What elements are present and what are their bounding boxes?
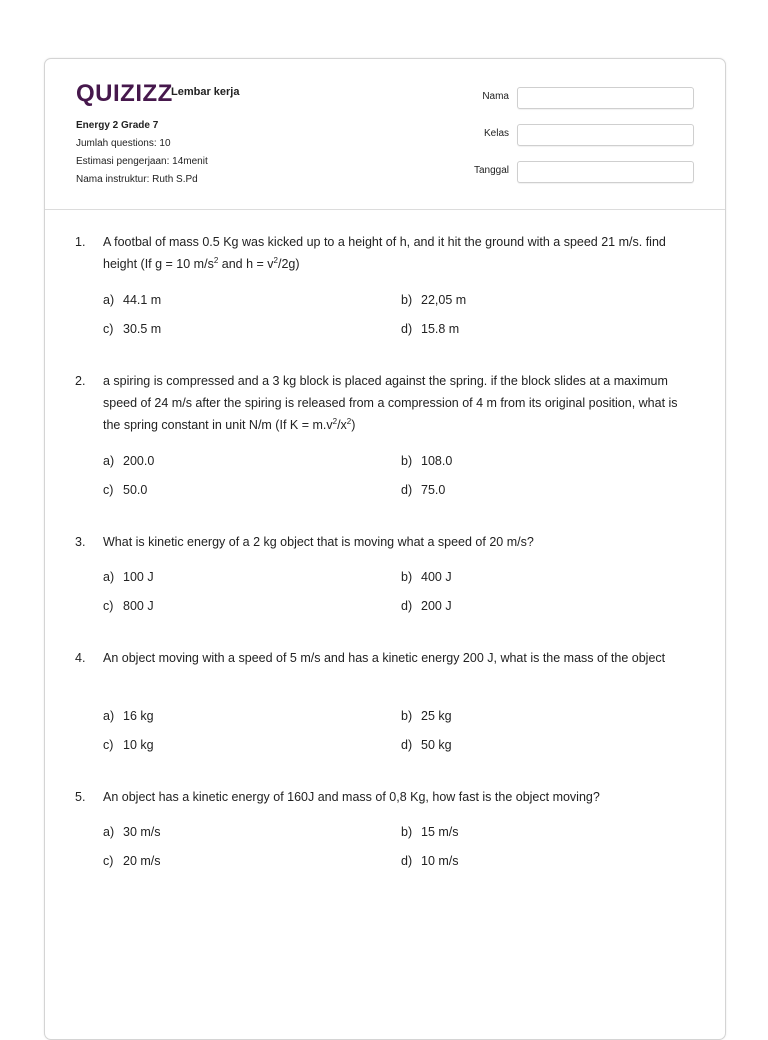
q4-option-a[interactable]: a) 16 kg bbox=[103, 709, 154, 723]
q1-option-d[interactable]: d) 15.8 m bbox=[401, 322, 460, 336]
worksheet-label: Lembar kerja bbox=[171, 86, 240, 98]
q2-option-a[interactable]: a) 200.0 bbox=[103, 454, 155, 468]
q5-option-a[interactable]: a) 30 m/s bbox=[103, 825, 161, 839]
q1-option-c[interactable]: c) 30.5 m bbox=[103, 322, 162, 336]
instructor-name: Nama instruktur: Ruth S.Pd bbox=[76, 174, 198, 185]
question-number: 2. bbox=[75, 374, 86, 388]
q4-option-b[interactable]: b) 25 kg bbox=[401, 709, 452, 723]
nama-label: Nama bbox=[482, 91, 509, 102]
q4-option-d[interactable]: d) 50 kg bbox=[401, 738, 452, 752]
q2-option-b[interactable]: b) 108.0 bbox=[401, 454, 453, 468]
time-estimate: Estimasi pengerjaan: 14menit bbox=[76, 156, 208, 167]
question-text: An object has a kinetic energy of 160J and mass of 0,8 Kg, how fast is the object moving? bbox=[103, 790, 600, 804]
tanggal-label: Tanggal bbox=[473, 165, 509, 176]
q5-option-c[interactable]: c) 20 m/s bbox=[103, 854, 161, 868]
question-1 bbox=[75, 231, 685, 275]
question-number: 5. bbox=[75, 790, 86, 804]
q3-option-d[interactable]: d) 200 J bbox=[401, 599, 452, 613]
q4-option-c[interactable]: c) 10 kg bbox=[103, 738, 154, 752]
q2-option-c[interactable]: c) 50.0 bbox=[103, 483, 148, 497]
kelas-label: Kelas bbox=[483, 128, 509, 139]
nama-field[interactable] bbox=[517, 87, 694, 109]
worksheet-header bbox=[45, 59, 725, 210]
q1-option-b[interactable]: b) 22,05 m bbox=[401, 293, 467, 307]
worksheet-page bbox=[44, 58, 726, 1040]
question-number: 3. bbox=[75, 535, 86, 549]
worksheet-title: Energy 2 Grade 7 bbox=[76, 120, 159, 131]
question-text: A footbal of mass 0.5 Kg was kicked up to a height of h, and it hit the ground with a speed 21 m/s. find height (If g = 10 $m/s^2$ and $h = v^2/2g$) bbox=[103, 235, 666, 271]
question-text: What is kinetic energy of a 2 kg object that is moving what a speed of 20 m/s? bbox=[103, 535, 534, 549]
q3-option-a[interactable]: a) 100 J bbox=[103, 570, 154, 584]
question-3 bbox=[75, 531, 685, 553]
question-number: 4. bbox=[75, 651, 86, 665]
question-text: a spiring is compressed and a 3 kg block is placed against the spring. if the block slides at a maximum speed of 24 m/s after the spiring is released from a compression of 4 m from its original position, what is the spring constant in unit N/m (If $K = m.v^2/x^2$) bbox=[103, 374, 678, 432]
quizizz-logo: QUIZIZZ bbox=[76, 80, 173, 107]
tanggal-field[interactable] bbox=[517, 161, 694, 183]
question-2 bbox=[75, 370, 685, 436]
question-5 bbox=[75, 786, 685, 808]
q3-option-b[interactable]: b) 400 J bbox=[401, 570, 452, 584]
question-number: 1. bbox=[75, 235, 86, 249]
question-text: An object moving with a speed of 5 m/s and has a kinetic energy 200 J, what is the mass of the object bbox=[103, 651, 666, 665]
question-4 bbox=[75, 647, 685, 669]
q2-option-d[interactable]: d) 75.0 bbox=[401, 483, 446, 497]
kelas-field[interactable] bbox=[517, 124, 694, 146]
question-count: Jumlah questions: 10 bbox=[76, 138, 171, 149]
q5-option-b[interactable]: b) 15 m/s bbox=[401, 825, 459, 839]
q5-option-d[interactable]: d) 10 m/s bbox=[401, 854, 459, 868]
q1-option-a[interactable]: a) 44.1 m bbox=[103, 293, 162, 307]
q3-option-c[interactable]: c) 800 J bbox=[103, 599, 154, 613]
